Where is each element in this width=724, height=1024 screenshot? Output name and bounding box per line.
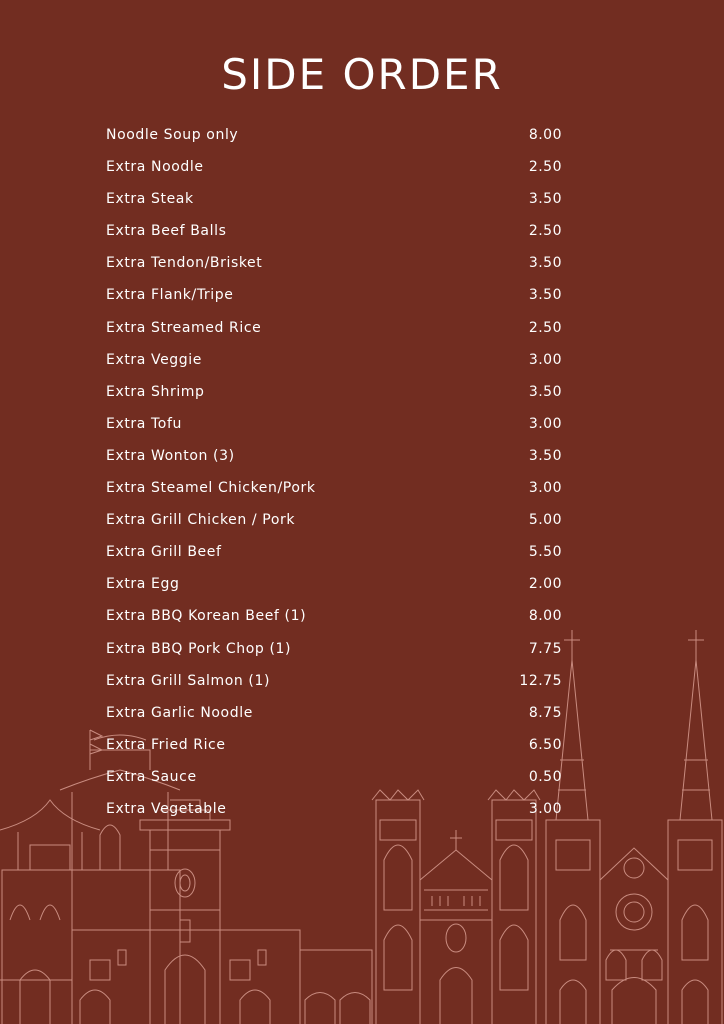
menu-item-name: Extra BBQ Korean Beef (1) <box>106 608 307 625</box>
menu-item-row <box>106 605 566 637</box>
side-order-list <box>106 124 566 830</box>
menu-item-name: Extra Shrimp <box>106 383 205 400</box>
menu-item-row <box>106 541 566 573</box>
menu-item-price: 7.75 <box>528 640 562 657</box>
menu-item-price: 2.50 <box>528 159 562 176</box>
menu-item-name: Extra Grill Salmon (1) <box>106 672 271 689</box>
menu-item-row <box>106 798 566 830</box>
menu-item-name: Extra Beef Balls <box>106 223 227 240</box>
menu-item-price: 3.00 <box>528 415 562 432</box>
menu-item-row <box>106 477 566 509</box>
menu-item-price: 2.50 <box>528 319 562 336</box>
menu-item-row <box>106 124 566 156</box>
menu-item-price: 3.00 <box>528 480 562 497</box>
menu-item-row <box>106 381 566 413</box>
menu-item-price: 3.50 <box>528 447 562 464</box>
menu-item-row <box>106 156 566 188</box>
menu-item-price: 3.00 <box>528 800 562 817</box>
menu-item-price: 3.50 <box>528 287 562 304</box>
menu-item-price: 8.75 <box>528 704 562 721</box>
menu-item-row <box>106 317 566 349</box>
menu-item-price: 12.75 <box>519 672 562 689</box>
menu-item-row <box>106 573 566 605</box>
menu-item-name: Extra Flank/Tripe <box>106 287 234 304</box>
menu-item-row <box>106 766 566 798</box>
menu-item-name: Extra Fried Rice <box>106 736 226 753</box>
menu-item-price: 6.50 <box>528 736 562 753</box>
menu-item-row <box>106 445 566 477</box>
menu-item-price: 2.00 <box>528 576 562 593</box>
menu-item-name: Noodle Soup only <box>106 127 239 143</box>
menu-item-price: 2.50 <box>528 223 562 240</box>
menu-item-price: 0.50 <box>528 768 562 785</box>
menu-item-price: 8.00 <box>528 127 562 143</box>
menu-item-name: Extra Sauce <box>106 768 197 785</box>
menu-item-name: Extra Tofu <box>106 415 182 432</box>
menu-item-name: Extra Egg <box>106 576 180 593</box>
menu-item-row <box>106 509 566 541</box>
menu-item-name: Extra Veggie <box>106 351 202 368</box>
menu-item-row <box>106 702 566 734</box>
menu-item-name: Extra Wonton (3) <box>106 447 235 464</box>
menu-item-row <box>106 252 566 284</box>
menu-item-name: Extra Streamed Rice <box>106 319 262 336</box>
menu-item-name: Extra Steak <box>106 191 194 208</box>
menu-item-row <box>106 188 566 220</box>
menu-item-price: 5.00 <box>528 512 562 529</box>
menu-item-price: 3.50 <box>528 255 562 272</box>
menu-item-price: 3.00 <box>528 351 562 368</box>
page-title: SIDE ORDER <box>221 50 503 99</box>
menu-item-price: 3.50 <box>528 191 562 208</box>
menu-item-price: 5.50 <box>528 544 562 561</box>
menu-item-price: 8.00 <box>528 608 562 625</box>
menu-item-name: Extra Steamel Chicken/Pork <box>106 480 316 497</box>
menu-item-name: Extra Noodle <box>106 159 204 176</box>
menu-item-name: Extra BBQ Pork Chop (1) <box>106 640 292 657</box>
menu-item-name: Extra Tendon/Brisket <box>106 255 263 272</box>
menu-item-name: Extra Grill Beef <box>106 544 222 561</box>
menu-item-row <box>106 734 566 766</box>
menu-item-name: Extra Grill Chicken / Pork <box>106 512 296 529</box>
menu-item-row <box>106 413 566 445</box>
menu-item-row <box>106 638 566 670</box>
menu-item-row <box>106 670 566 702</box>
menu-item-price: 3.50 <box>528 383 562 400</box>
menu-item-name: Extra Garlic Noodle <box>106 704 253 721</box>
menu-item-row <box>106 220 566 252</box>
menu-item-row <box>106 284 566 316</box>
menu-item-name: Extra Vegetable <box>106 800 227 817</box>
menu-item-row <box>106 349 566 381</box>
